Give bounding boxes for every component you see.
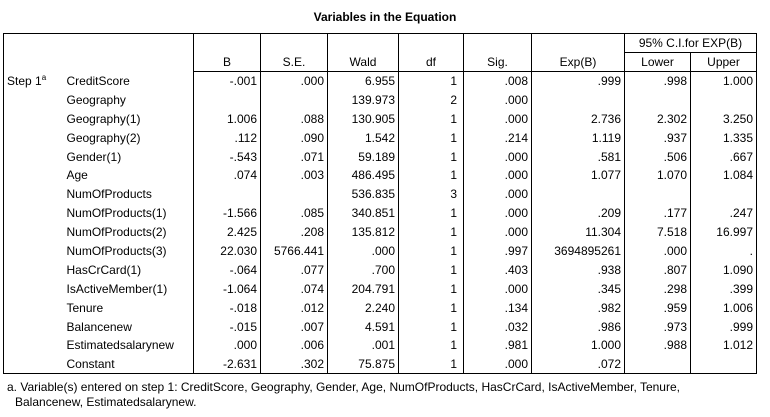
cell-upper xyxy=(691,185,757,204)
cell-lower: .937 xyxy=(625,128,691,147)
cell-lower xyxy=(625,355,691,374)
cell-se xyxy=(261,90,328,109)
cell-wald: 536.835 xyxy=(328,185,399,204)
cell-b: -2.631 xyxy=(194,355,261,374)
cell-sig: .000 xyxy=(464,166,532,185)
cell-se: 5766.441 xyxy=(261,242,328,261)
table-title: Variables in the Equation xyxy=(313,10,457,24)
cell-df: 1 xyxy=(399,279,464,298)
table-row xyxy=(4,147,757,166)
cell-expb: 2.736 xyxy=(532,109,625,128)
cell-b: -1.566 xyxy=(194,204,261,223)
cell-expb: 1.077 xyxy=(532,166,625,185)
cell-expb: 1.000 xyxy=(532,336,625,355)
row-variable: Geography(2) xyxy=(66,130,141,145)
variables-table xyxy=(3,33,757,374)
step-label-text: Step 1 xyxy=(7,73,42,88)
step-label xyxy=(4,72,64,374)
cell-lower: .988 xyxy=(625,336,691,355)
cell-se: .077 xyxy=(261,260,328,279)
cell-wald: 130.905 xyxy=(328,109,399,128)
cell-se: .090 xyxy=(261,128,328,147)
cell-wald: 2.240 xyxy=(328,298,399,317)
footnote-line-2: Balancenew, Estimatedsalarynew. xyxy=(15,395,197,409)
cell-b: 2.425 xyxy=(194,223,261,242)
cell-sig: .000 xyxy=(464,109,532,128)
cell-wald: 135.812 xyxy=(328,223,399,242)
cell-wald: 486.495 xyxy=(328,166,399,185)
row-variable: Gender(1) xyxy=(66,149,122,164)
cell-sig: .214 xyxy=(464,128,532,147)
cell-expb: .072 xyxy=(532,355,625,374)
cell-lower: .298 xyxy=(625,279,691,298)
cell-sig: .000 xyxy=(464,147,532,166)
cell-b xyxy=(194,185,261,204)
cell-upper: 16.997 xyxy=(691,223,757,242)
cell-sig: .403 xyxy=(464,260,532,279)
cell-df: 1 xyxy=(399,223,464,242)
cell-b: -.001 xyxy=(194,72,261,91)
cell-sig: .000 xyxy=(464,223,532,242)
cell-lower xyxy=(625,90,691,109)
cell-wald: 6.955 xyxy=(328,72,399,91)
cell-sig: .000 xyxy=(464,90,532,109)
row-variable: IsActiveMember(1) xyxy=(66,281,168,296)
header-lower: Lower xyxy=(625,53,691,72)
cell-se: .071 xyxy=(261,147,328,166)
header-upper: Upper xyxy=(691,53,757,72)
table-row xyxy=(4,109,757,128)
cell-wald: .001 xyxy=(328,336,399,355)
cell-b xyxy=(194,90,261,109)
table-row xyxy=(4,166,757,185)
cell-upper xyxy=(691,355,757,374)
cell-lower: .959 xyxy=(625,298,691,317)
row-variable: Balancenew xyxy=(66,319,132,334)
header-sig: Sig. xyxy=(464,34,532,72)
cell-wald: 1.542 xyxy=(328,128,399,147)
cell-expb: 1.119 xyxy=(532,128,625,147)
table-row xyxy=(4,260,757,279)
cell-df: 1 xyxy=(399,166,464,185)
cell-b: -1.064 xyxy=(194,279,261,298)
cell-wald: 204.791 xyxy=(328,279,399,298)
footnote-line-1: a. Variable(s) entered on step 1: CreditScore, Geography, Gender, Age, NumOfProducts, HasCrCard, IsActiveMember, Tenure, xyxy=(7,380,680,394)
cell-b: 22.030 xyxy=(194,242,261,261)
cell-b: -.018 xyxy=(194,298,261,317)
table-row xyxy=(4,128,757,147)
table-row xyxy=(4,336,757,355)
table-body xyxy=(4,72,757,374)
table-row xyxy=(4,185,757,204)
cell-upper: .667 xyxy=(691,147,757,166)
cell-sig: .997 xyxy=(464,242,532,261)
row-variable: Geography xyxy=(66,92,126,107)
cell-expb: .982 xyxy=(532,298,625,317)
cell-b: -.064 xyxy=(194,260,261,279)
cell-b: 1.006 xyxy=(194,109,261,128)
cell-upper: .247 xyxy=(691,204,757,223)
cell-lower: .000 xyxy=(625,242,691,261)
cell-lower: 2.302 xyxy=(625,109,691,128)
row-variable: Tenure xyxy=(66,300,104,315)
header-se: S.E. xyxy=(261,34,328,72)
cell-b: .000 xyxy=(194,336,261,355)
cell-expb xyxy=(532,90,625,109)
cell-wald: .700 xyxy=(328,260,399,279)
row-variable: Geography(1) xyxy=(66,111,141,126)
cell-expb: .938 xyxy=(532,260,625,279)
cell-se: .007 xyxy=(261,317,328,336)
cell-lower: 7.518 xyxy=(625,223,691,242)
cell-upper: 3.250 xyxy=(691,109,757,128)
cell-sig: .981 xyxy=(464,336,532,355)
cell-upper: 1.335 xyxy=(691,128,757,147)
cell-df: 1 xyxy=(399,260,464,279)
cell-se: .085 xyxy=(261,204,328,223)
cell-expb: .581 xyxy=(532,147,625,166)
table-row xyxy=(4,317,757,336)
cell-lower: .506 xyxy=(625,147,691,166)
cell-df: 1 xyxy=(399,128,464,147)
cell-sig: .000 xyxy=(464,355,532,374)
cell-upper: . xyxy=(691,242,757,261)
cell-expb: 3694895261 xyxy=(532,242,625,261)
table-row xyxy=(4,279,757,298)
cell-df: 1 xyxy=(399,298,464,317)
cell-se: .208 xyxy=(261,223,328,242)
row-variable: NumOfProducts(1) xyxy=(66,206,167,221)
cell-upper: .399 xyxy=(691,279,757,298)
table-row xyxy=(4,242,757,261)
header-df: df xyxy=(399,34,464,72)
cell-upper: .999 xyxy=(691,317,757,336)
row-variable: Estimatedsalarynew xyxy=(66,338,174,353)
cell-b: .074 xyxy=(194,166,261,185)
cell-wald: 4.591 xyxy=(328,317,399,336)
cell-expb: .345 xyxy=(532,279,625,298)
header-blank xyxy=(4,34,194,72)
cell-b: -.015 xyxy=(194,317,261,336)
row-variable: CreditScore xyxy=(66,73,130,88)
cell-expb: 11.304 xyxy=(532,223,625,242)
cell-se: .088 xyxy=(261,109,328,128)
cell-upper: 1.006 xyxy=(691,298,757,317)
table-row xyxy=(4,355,757,374)
cell-se xyxy=(261,185,328,204)
cell-se: .006 xyxy=(261,336,328,355)
cell-df: 1 xyxy=(399,355,464,374)
cell-lower: .177 xyxy=(625,204,691,223)
cell-df: 1 xyxy=(399,204,464,223)
cell-upper: 1.090 xyxy=(691,260,757,279)
cell-df: 2 xyxy=(399,90,464,109)
cell-expb: .209 xyxy=(532,204,625,223)
cell-df: 1 xyxy=(399,72,464,91)
cell-se: .012 xyxy=(261,298,328,317)
row-variable: NumOfProducts(3) xyxy=(66,243,167,258)
row-variable: NumOfProducts(2) xyxy=(66,225,167,240)
cell-sig: .000 xyxy=(464,185,532,204)
row-variable: Constant xyxy=(64,355,194,374)
footnote xyxy=(7,380,747,410)
cell-df: 3 xyxy=(399,185,464,204)
cell-df: 1 xyxy=(399,109,464,128)
table-row xyxy=(4,72,757,91)
cell-expb: .986 xyxy=(532,317,625,336)
cell-lower: .807 xyxy=(625,260,691,279)
cell-se: .000 xyxy=(261,72,328,91)
cell-df: 1 xyxy=(399,336,464,355)
header-ci-group: 95% C.I.for EXP(B) xyxy=(625,34,757,53)
table-row xyxy=(4,298,757,317)
table-row xyxy=(4,204,757,223)
cell-lower: .973 xyxy=(625,317,691,336)
cell-df: 1 xyxy=(399,242,464,261)
cell-upper: 1.000 xyxy=(691,72,757,91)
cell-sig: .134 xyxy=(464,298,532,317)
table-row xyxy=(4,223,757,242)
cell-wald: 139.973 xyxy=(328,90,399,109)
header-b: B xyxy=(194,34,261,72)
cell-se: .003 xyxy=(261,166,328,185)
header-row-group xyxy=(4,34,757,53)
cell-upper: 1.084 xyxy=(691,166,757,185)
cell-sig: .000 xyxy=(464,204,532,223)
cell-sig: .000 xyxy=(464,279,532,298)
cell-b: .112 xyxy=(194,128,261,147)
cell-upper xyxy=(691,90,757,109)
cell-wald: 59.189 xyxy=(328,147,399,166)
cell-se: .074 xyxy=(261,279,328,298)
table-row xyxy=(4,90,757,109)
cell-df: 1 xyxy=(399,147,464,166)
cell-se: .302 xyxy=(261,355,328,374)
cell-wald: 340.851 xyxy=(328,204,399,223)
header-wald: Wald xyxy=(328,34,399,72)
cell-wald: .000 xyxy=(328,242,399,261)
row-variable: HasCrCard(1) xyxy=(66,262,142,277)
row-variable: NumOfProducts xyxy=(66,187,152,202)
cell-expb: .999 xyxy=(532,72,625,91)
cell-lower: .998 xyxy=(625,72,691,91)
step-footnote-marker: a xyxy=(41,72,47,82)
cell-wald: 75.875 xyxy=(328,355,399,374)
cell-expb xyxy=(532,185,625,204)
cell-lower xyxy=(625,185,691,204)
cell-upper: 1.012 xyxy=(691,336,757,355)
row-variable: Age xyxy=(66,168,88,183)
cell-df: 1 xyxy=(399,317,464,336)
header-expb: Exp(B) xyxy=(532,34,625,72)
cell-b: -.543 xyxy=(194,147,261,166)
cell-sig: .032 xyxy=(464,317,532,336)
cell-lower: 1.070 xyxy=(625,166,691,185)
cell-sig: .008 xyxy=(464,72,532,91)
